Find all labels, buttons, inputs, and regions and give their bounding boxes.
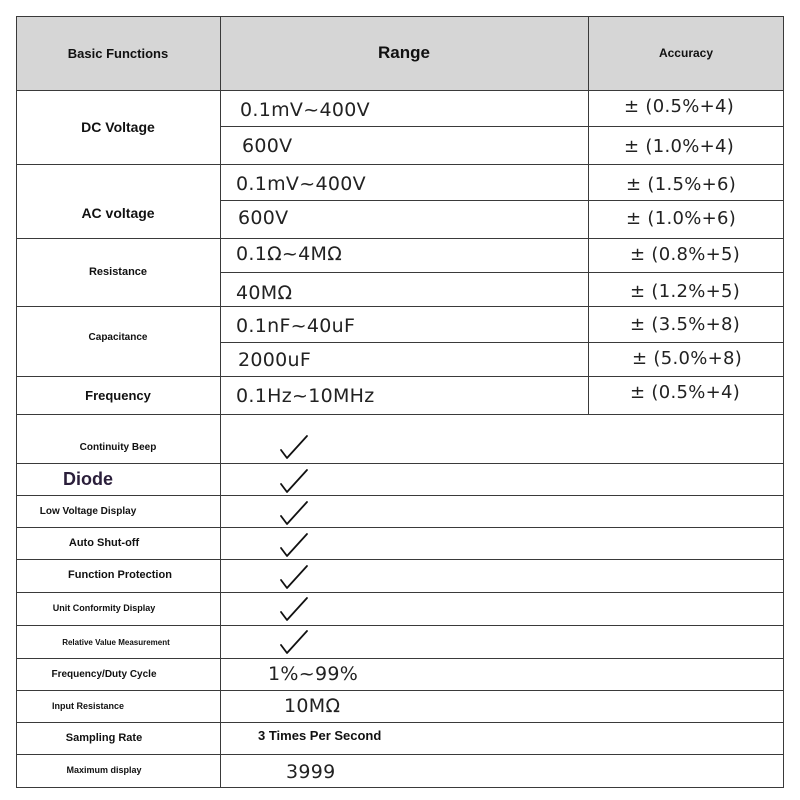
range-value: 600V xyxy=(242,135,293,157)
row-divider xyxy=(220,342,784,343)
row-divider xyxy=(16,16,784,17)
accuracy-value: ± (1.5%+6) xyxy=(626,173,737,195)
row-divider xyxy=(16,527,784,528)
column-divider xyxy=(220,16,221,788)
checkmark-icon xyxy=(278,627,318,657)
feature-label: Input Resistance xyxy=(51,701,125,711)
row-divider xyxy=(16,90,784,91)
function-label: Capacitance xyxy=(88,331,148,343)
row-divider xyxy=(16,690,784,691)
feature-label: Low Voltage Display xyxy=(39,505,137,517)
range-value: 0.1mV~400V xyxy=(236,173,366,195)
row-divider xyxy=(16,164,784,165)
row-divider xyxy=(16,754,784,755)
row-divider xyxy=(16,376,784,377)
accuracy-value: ± (1.2%+5) xyxy=(630,280,741,302)
row-divider xyxy=(16,722,784,723)
row-divider xyxy=(16,495,784,496)
checkmark-icon xyxy=(278,432,318,462)
row-divider xyxy=(16,625,784,626)
table-border xyxy=(783,16,784,788)
checkmark-icon xyxy=(278,562,318,592)
function-label: DC Voltage xyxy=(81,119,155,135)
row-divider xyxy=(16,306,784,307)
accuracy-value: ± (0.8%+5) xyxy=(630,243,741,265)
row-divider xyxy=(16,414,784,415)
range-value: 0.1Hz~10MHz xyxy=(236,385,375,407)
range-value: 0.1nF~40uF xyxy=(236,315,356,337)
accuracy-value: ± (0.5%+4) xyxy=(630,381,741,403)
accuracy-value: ± (5.0%+8) xyxy=(632,347,743,369)
accuracy-value: ± (3.5%+8) xyxy=(630,313,741,335)
feature-label: Diode xyxy=(62,468,113,489)
function-label: Resistance xyxy=(88,266,148,278)
feature-label: Function Protection xyxy=(68,569,172,581)
row-divider xyxy=(16,592,784,593)
table-border xyxy=(16,16,17,788)
feature-value: 3999 xyxy=(286,761,336,783)
range-value: 0.1Ω~4MΩ xyxy=(236,243,343,265)
row-divider xyxy=(16,238,784,239)
feature-value: 3 Times Per Second xyxy=(258,727,382,743)
row-divider xyxy=(16,787,784,788)
accuracy-value: ± (1.0%+4) xyxy=(624,135,735,157)
checkmark-icon xyxy=(278,530,318,560)
checkmark-icon xyxy=(278,498,318,528)
row-divider xyxy=(16,559,784,560)
range-value: 600V xyxy=(238,207,289,229)
feature-label: Relative Value Measurement xyxy=(62,637,170,647)
range-value: 2000uF xyxy=(238,349,312,371)
row-divider xyxy=(16,658,784,659)
row-divider xyxy=(220,200,784,201)
column-divider xyxy=(588,16,589,414)
checkmark-icon xyxy=(278,466,318,496)
range-value: 40MΩ xyxy=(236,282,293,304)
range-value: 0.1mV~400V xyxy=(240,99,370,121)
row-divider xyxy=(16,463,784,464)
header-accuracy: Accuracy xyxy=(658,46,714,60)
function-label: Frequency xyxy=(85,387,151,403)
row-divider xyxy=(220,126,784,127)
feature-label: Continuity Beep xyxy=(79,441,157,453)
feature-label: Unit Conformity Display xyxy=(52,603,156,613)
feature-label: Sampling Rate xyxy=(65,732,143,744)
row-divider xyxy=(220,272,784,273)
feature-value: 10MΩ xyxy=(284,695,341,717)
accuracy-value: ± (0.5%+4) xyxy=(624,95,735,117)
feature-value: 1%~99% xyxy=(268,663,359,685)
feature-label: Frequency/Duty Cycle xyxy=(51,668,157,680)
feature-label: Maximum display xyxy=(66,765,142,775)
accuracy-value: ± (1.0%+6) xyxy=(626,207,737,229)
header-basic-functions: Basic Functions xyxy=(67,45,169,61)
header-range: Range xyxy=(378,43,430,62)
feature-label: Auto Shut-off xyxy=(68,537,140,549)
function-label: AC voltage xyxy=(81,205,155,221)
checkmark-icon xyxy=(278,594,318,624)
